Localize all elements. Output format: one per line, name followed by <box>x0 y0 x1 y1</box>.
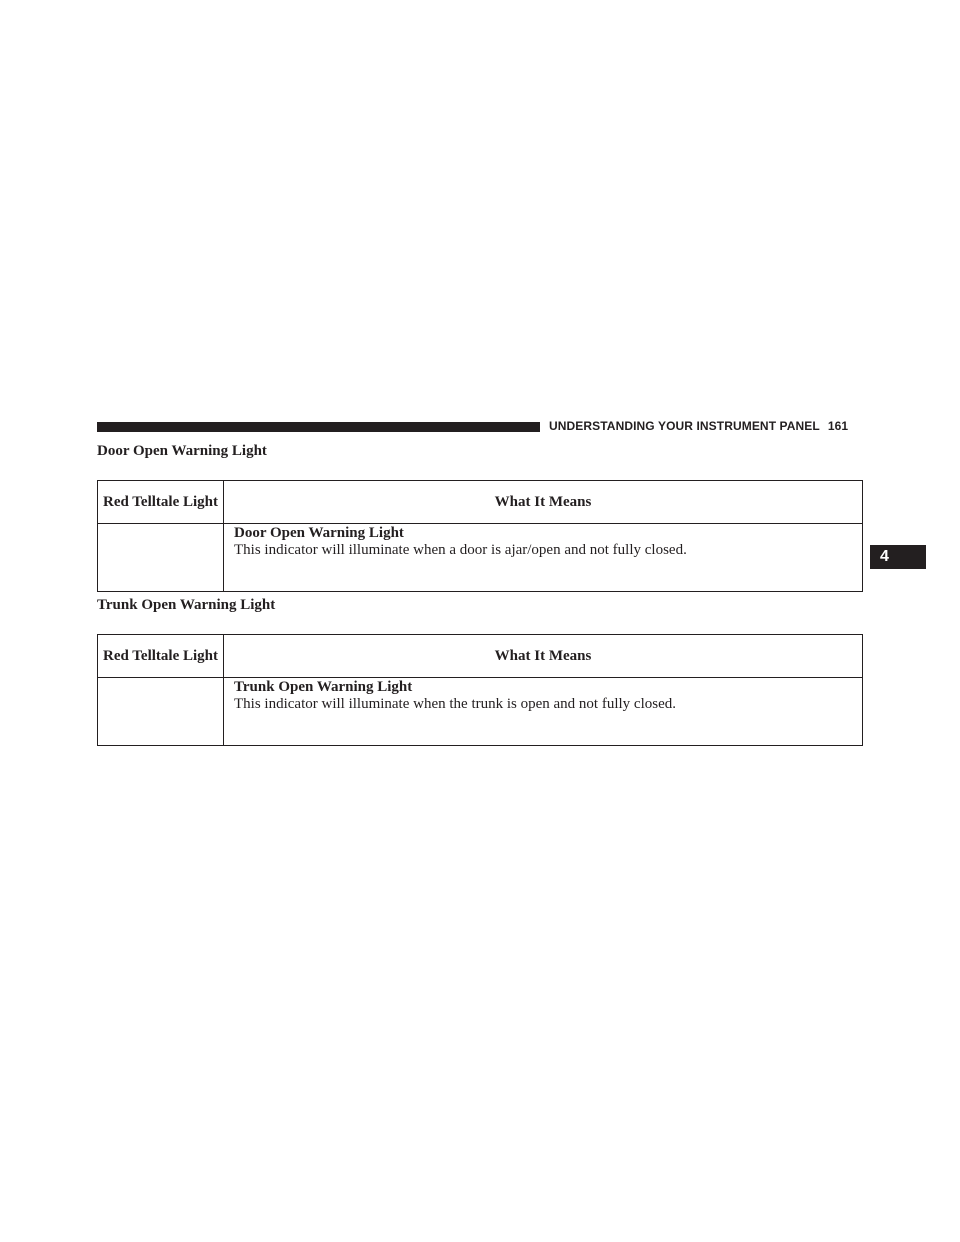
description-cell <box>224 678 863 746</box>
table-row <box>98 678 863 746</box>
header-what-it-means: What It Means <box>224 635 863 678</box>
row-title: Trunk Open Warning Light <box>234 679 413 695</box>
row-title: Door Open Warning Light <box>234 525 404 541</box>
header-red-telltale-light: Red Telltale Light <box>98 481 224 524</box>
page-number: 161 <box>827 419 849 433</box>
telltale-icon-cell <box>98 678 224 746</box>
section-heading-door-open: Door Open Warning Light <box>97 443 267 459</box>
header-what-it-means: What It Means <box>224 481 863 524</box>
header-red-telltale-light: Red Telltale Light <box>98 635 224 678</box>
door-open-warning-table <box>97 480 863 592</box>
section-heading-trunk-open: Trunk Open Warning Light <box>97 597 276 613</box>
table-row <box>98 524 863 592</box>
chapter-tab: 4 <box>870 545 926 569</box>
description-cell <box>224 524 863 592</box>
running-header-title: UNDERSTANDING YOUR INSTRUMENT PANEL <box>549 419 820 433</box>
running-header <box>549 419 848 433</box>
header-rule <box>97 422 540 432</box>
table-header-row <box>98 635 863 678</box>
table-header-row <box>98 481 863 524</box>
trunk-open-warning-table <box>97 634 863 746</box>
row-description: This indicator will illuminate when the trunk is open and not fully closed. <box>234 696 677 712</box>
telltale-icon-cell <box>98 524 224 592</box>
row-description: This indicator will illuminate when a door is ajar/open and not fully closed. <box>234 542 687 558</box>
